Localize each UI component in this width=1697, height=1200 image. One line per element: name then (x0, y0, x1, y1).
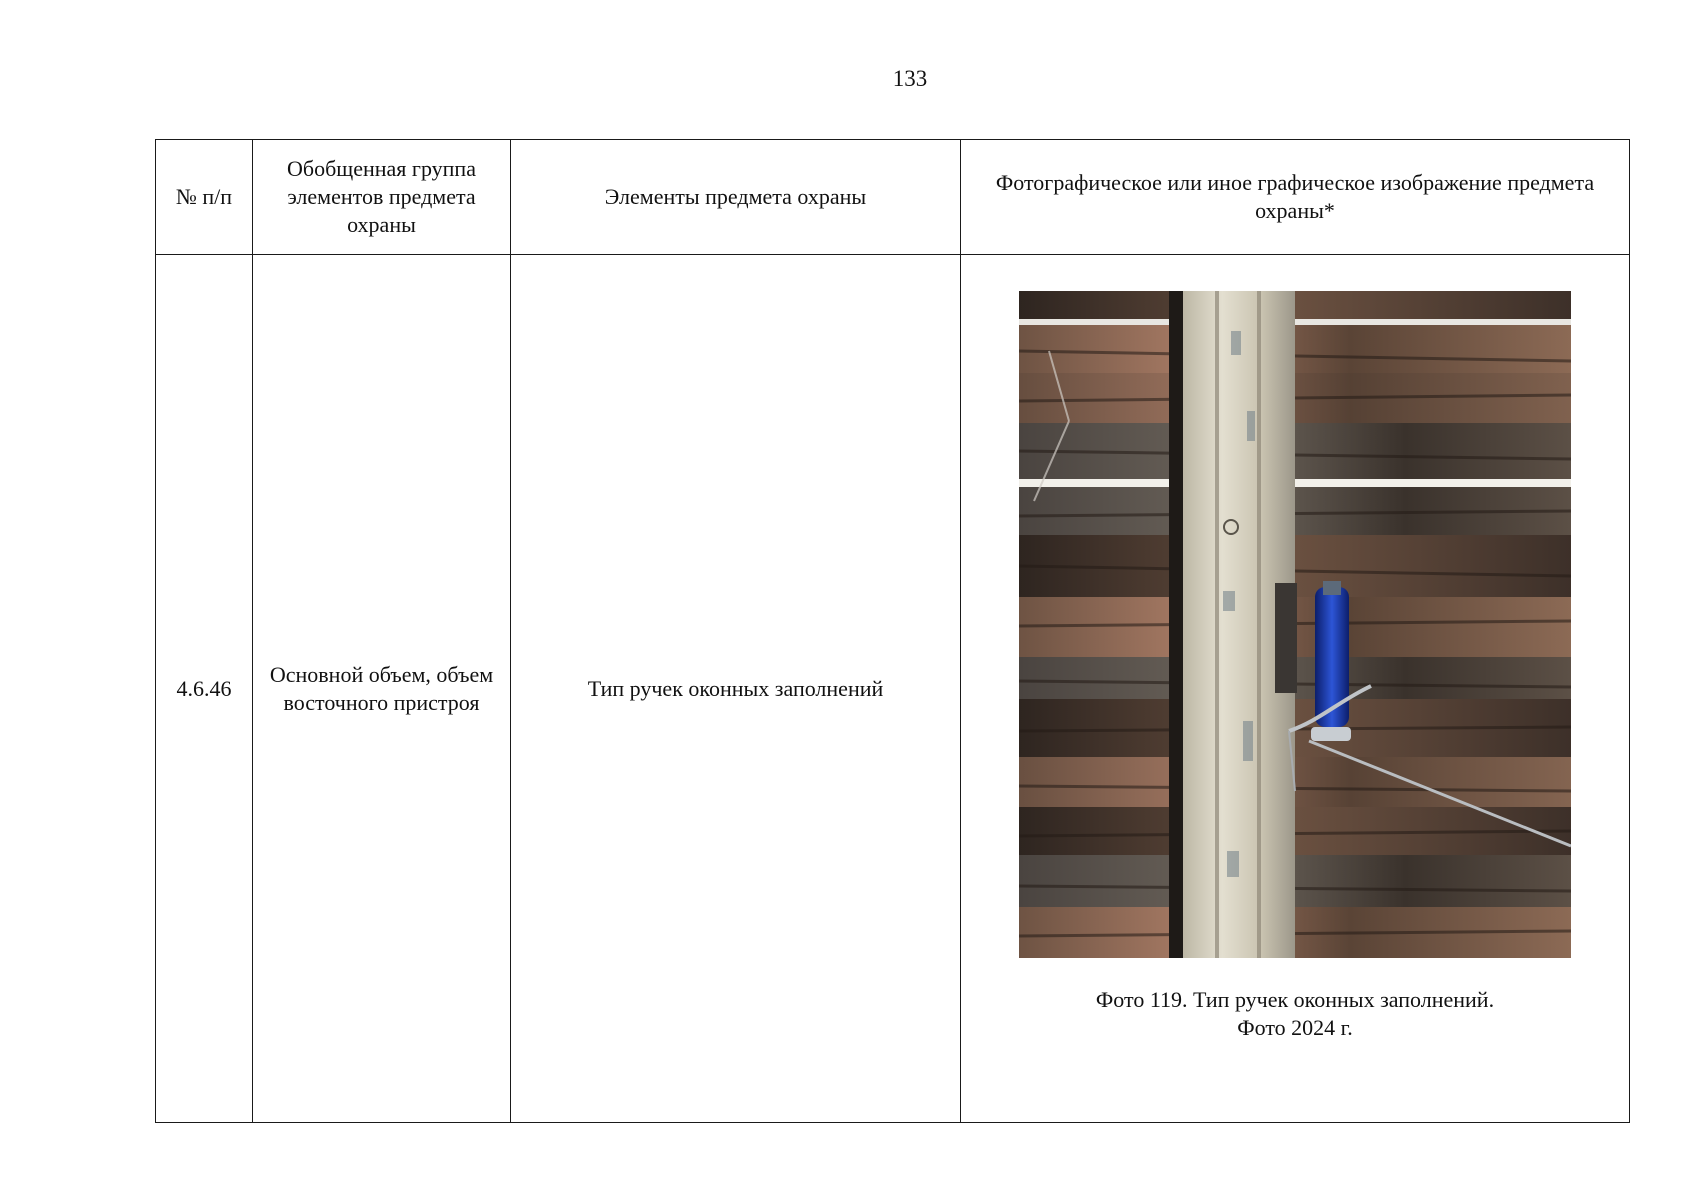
row-elements: Тип ручек оконных заполнений (511, 255, 961, 1123)
window-handle-photo (1019, 291, 1571, 958)
header-elements: Элементы предмета охраны (511, 140, 961, 255)
row-number: 4.6.46 (156, 255, 253, 1123)
table-header-row (156, 140, 1630, 255)
row-group: Основной объем, объем восточного пристроя (253, 255, 511, 1123)
caption-line-2: Фото 2024 г. (1237, 1015, 1353, 1040)
page-number: 133 (892, 66, 928, 91)
header-group: Обобщенная группа элементов предмета охраны (253, 140, 511, 255)
header-number: № п/п (156, 140, 253, 255)
row-image-cell (961, 255, 1630, 1123)
table-row (156, 255, 1630, 1123)
caption-line-1: Фото 119. Тип ручек оконных заполнений. (1095, 987, 1495, 1012)
protection-table (155, 139, 1630, 1123)
header-image: Фотографическое или иное графическое изображение предмета охраны* (961, 140, 1630, 255)
photo-caption (971, 986, 1619, 1042)
